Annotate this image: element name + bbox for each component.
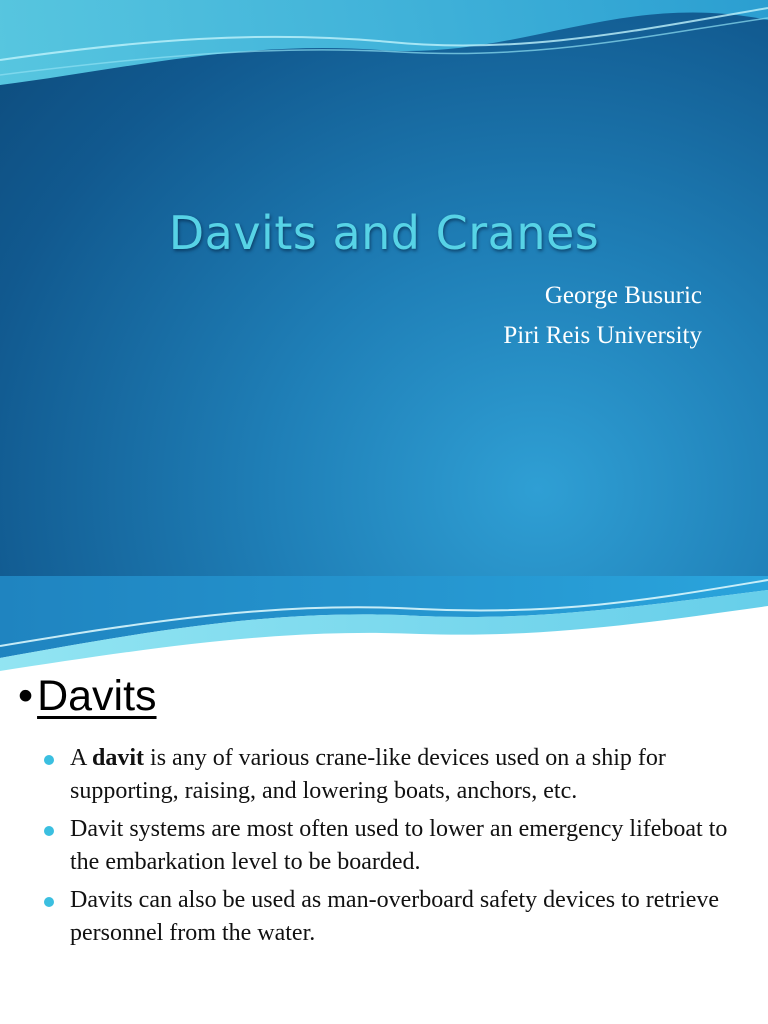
bullet-text-suffix: is any of various crane-like devices used on a ship for supporting, raising, and lowering boats, anchors, etc. — [70, 745, 666, 804]
bullet-bold-term: davit — [92, 745, 145, 771]
top-wave-decoration — [0, 576, 768, 671]
list-item — [42, 813, 742, 879]
slide-heading — [18, 672, 157, 721]
institution-name: Piri Reis University — [503, 322, 702, 349]
slide-subtitle — [503, 276, 702, 356]
author-name: George Busuric — [544, 282, 702, 309]
top-wave-decoration — [0, 0, 768, 95]
bullet-text: Davits can also be used as man-overboard safety devices to retrieve personnel from the water. — [70, 887, 720, 946]
heading-text: Davits — [37, 672, 157, 720]
list-item — [42, 884, 742, 950]
bullet-text: Davit systems are most often used to lower an emergency lifeboat to the embarkation level to be boarded. — [70, 816, 728, 875]
bullet-dot-icon — [44, 826, 54, 836]
slide-title: Davits and Cranes — [168, 206, 600, 260]
list-item — [42, 742, 742, 808]
bullet-dot-icon — [44, 755, 54, 765]
heading-bullet-icon: • — [18, 672, 34, 720]
bullet-dot-icon — [44, 897, 54, 907]
bullet-list — [42, 742, 742, 955]
content-slide — [0, 576, 768, 1024]
bullet-text-prefix: A — [70, 745, 93, 771]
